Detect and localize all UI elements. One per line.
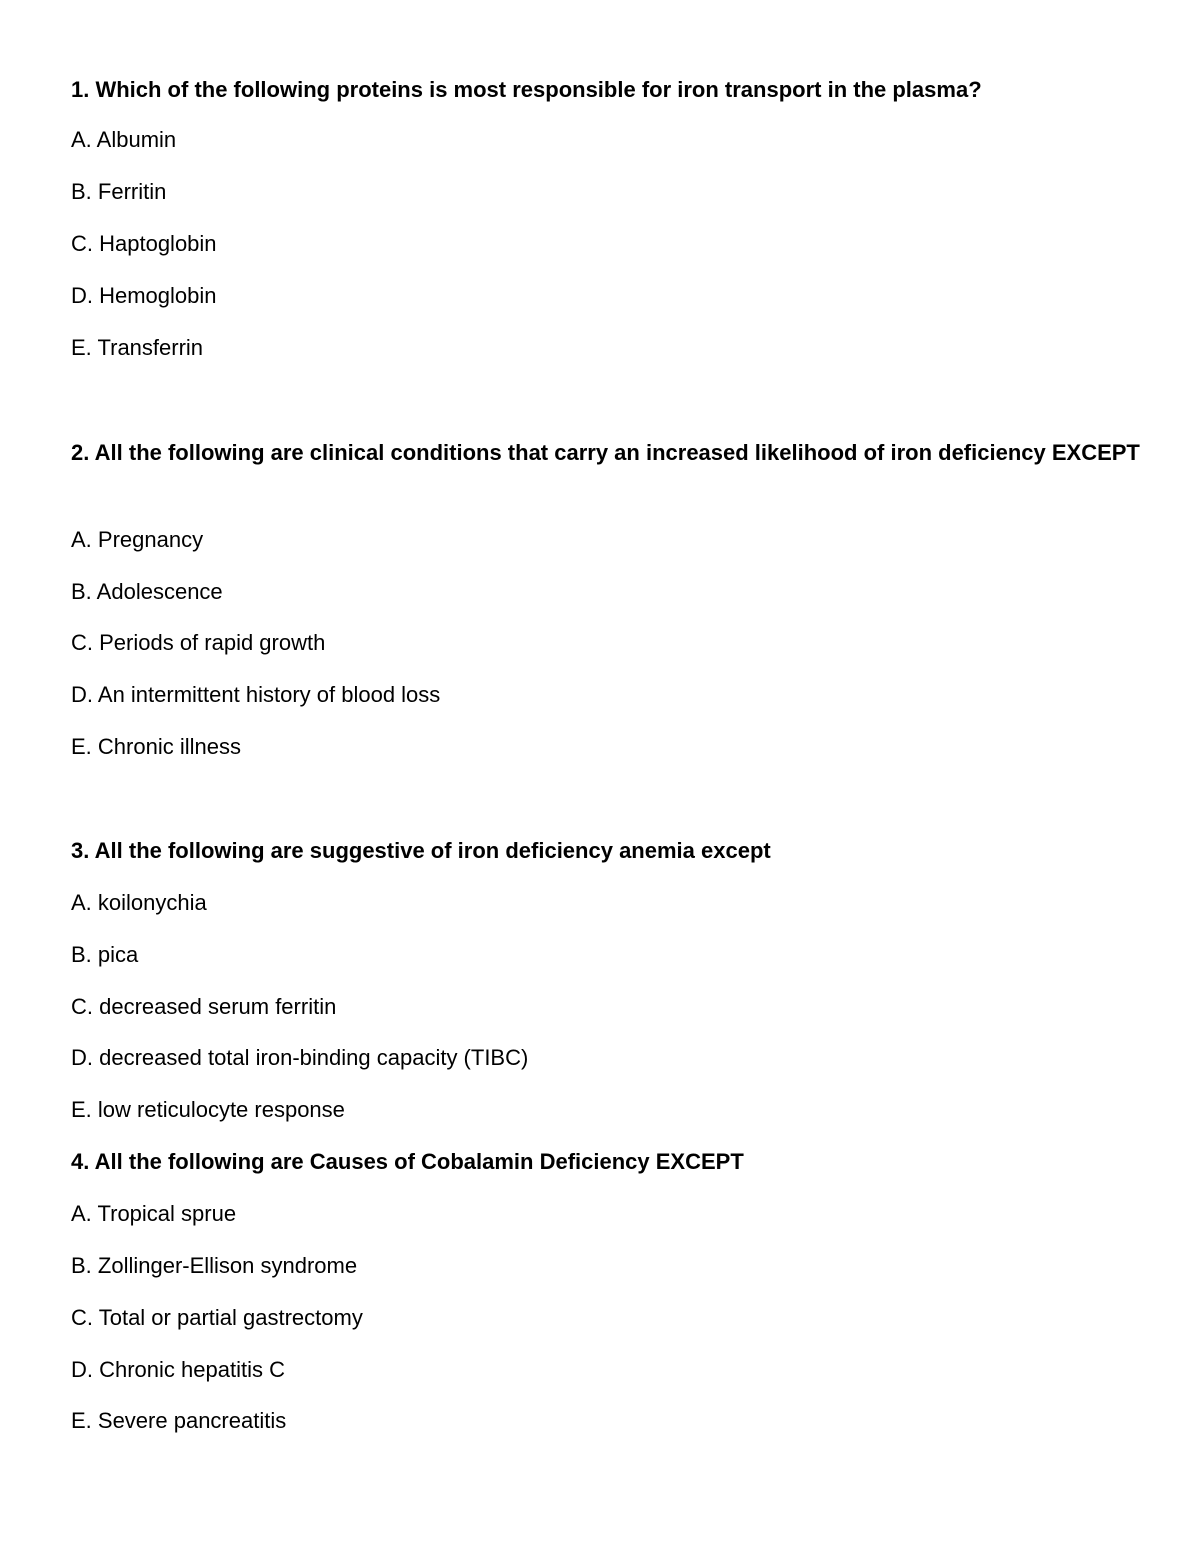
question-3-option-d: D. decreased total iron-binding capacity (TIBC) [71,1045,529,1070]
question-3-text: 3. All the following are suggestive of iron deficiency anemia except [71,838,771,863]
question-3-option-e: E. low reticulocyte response [71,1097,345,1122]
question-4-text: 4. All the following are Causes of Cobalamin Deficiency EXCEPT [71,1149,744,1174]
question-2-option-d: D. An intermittent history of blood loss [71,682,441,707]
question-2-option-e: E. Chronic illness [71,734,241,759]
question-4-option-b: B. Zollinger-Ellison syndrome [71,1253,358,1278]
question-1-option-a: A. Albumin [71,127,177,152]
question-1-option-e: E. Transferrin [71,335,204,360]
question-1-option-c: C. Haptoglobin [71,231,217,256]
question-3-option-a: A. koilonychia [71,890,207,915]
question-2-option-c: C. Periods of rapid growth [71,630,326,655]
question-3-option-c: C. decreased serum ferritin [71,994,337,1019]
question-4-option-d: D. Chronic hepatitis C [71,1357,285,1382]
question-4-option-e: E. Severe pancreatitis [71,1408,287,1433]
question-1-option-b: B. Ferritin [71,179,167,204]
question-2-option-b: B. Adolescence [71,579,223,604]
question-3-option-b: B. pica [71,942,139,967]
question-2-option-a: A. Pregnancy [71,527,204,552]
question-2-text: 2. All the following are clinical conditions that carry an increased likelihood of iron deficiency EXCEPT [71,440,1140,465]
question-4-option-c: C. Total or partial gastrectomy [71,1305,363,1330]
question-4-option-a: A. Tropical sprue [71,1201,237,1226]
question-1-text: 1. Which of the following proteins is most responsible for iron transport in the plasma? [71,77,982,102]
question-1-option-d: D. Hemoglobin [71,283,217,308]
